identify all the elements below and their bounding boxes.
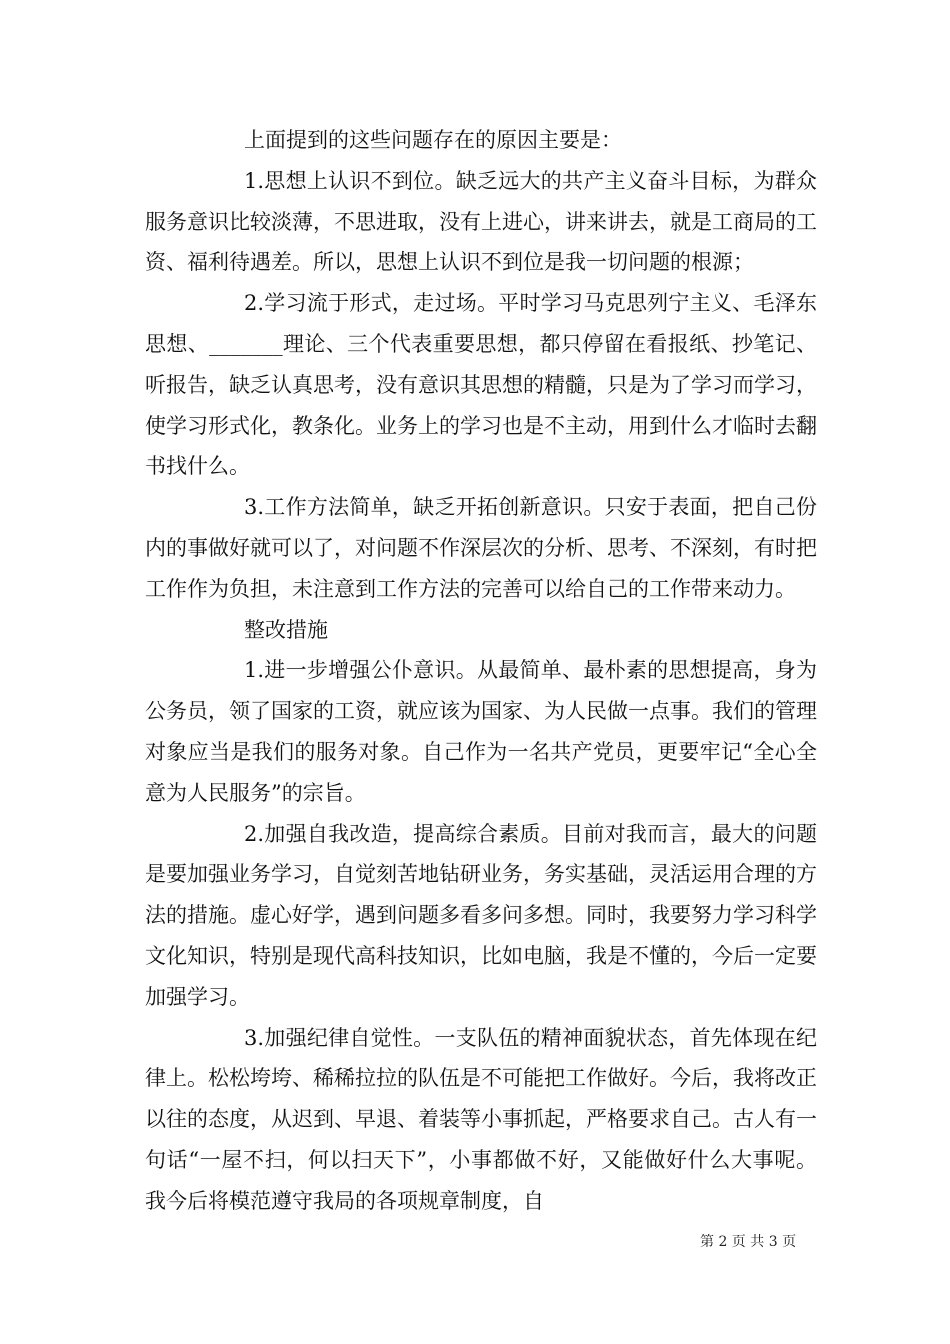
cause-paragraph-2: 2.学习流于形式，走过场。平时学习马克思列宁主义、毛泽东思想、_______理论、三个代表重要思想，都只停留在看报纸、抄笔记、听报告，缺乏认真思考，没有意识其思想的精髓，只是为了学习而学习，使学习形式化，教条化。业务上的学习也是不主动，用到什么才临时去翻书找什么。 (145, 291, 817, 479)
cause-paragraph-1: 1.思想上认识不到位。缺乏远大的共产主义奋斗目标，为群众服务意识比较淡薄，不思进取，没有上进心，讲来讲去，就是工商局的工资、福利待遇差。所以，思想上认识不到位是我一切问题的根源； (145, 168, 817, 275)
cause-paragraph-3: 3.工作方法简单，缺乏开拓创新意识。只安于表面，把自己份内的事做好就可以了，对问题不作深层次的分析、思考、不深刻，有时把工作作为负担，未注意到工作方法的完善可以给自己的工作带来动力。 (145, 495, 817, 601)
document-body (145, 120, 817, 1222)
measure-paragraph-1: 1.进一步增强公仆意识。从最简单、最朴素的思想提高，身为公务员，领了国家的工资，就应该为国家、为人民做一点事。我们的管理对象应当是我们的服务对象。自己作为一名共产党员，更要牢记“全心全意为人民服务”的宗旨。 (145, 658, 817, 805)
page-number-footer: 第 2 页 共 3 页 (700, 1234, 797, 1250)
measures-heading: 整改措施 (244, 617, 328, 642)
intro-paragraph: 上面提到的这些问题存在的原因主要是： (244, 128, 622, 152)
measure-paragraph-3: 3.加强纪律自觉性。一支队伍的精神面貌状态，首先体现在纪律上。松松垮垮、稀稀拉拉的队伍是不可能把工作做好。今后，我将改正以往的态度，从迟到、早退、着装等小事抓起，严格要求自己。古人有一句话“一屋不扫，何以扫天下”，小事都做不好，又能做好什么大事呢。我今后将模范遵守我局的各项规章制度，自 (145, 1025, 817, 1213)
measure-paragraph-2: 2.加强自我改造，提高综合素质。目前对我而言，最大的问题是要加强业务学习，自觉刻苦地钻研业务，务实基础，灵活运用合理的方法的措施。虚心好学，遇到问题多看多问多想。同时，我要努力学习科学文化知识，特别是现代高科技知识，比如电脑，我是不懂的，今后一定要加强学习。 (145, 821, 817, 1009)
